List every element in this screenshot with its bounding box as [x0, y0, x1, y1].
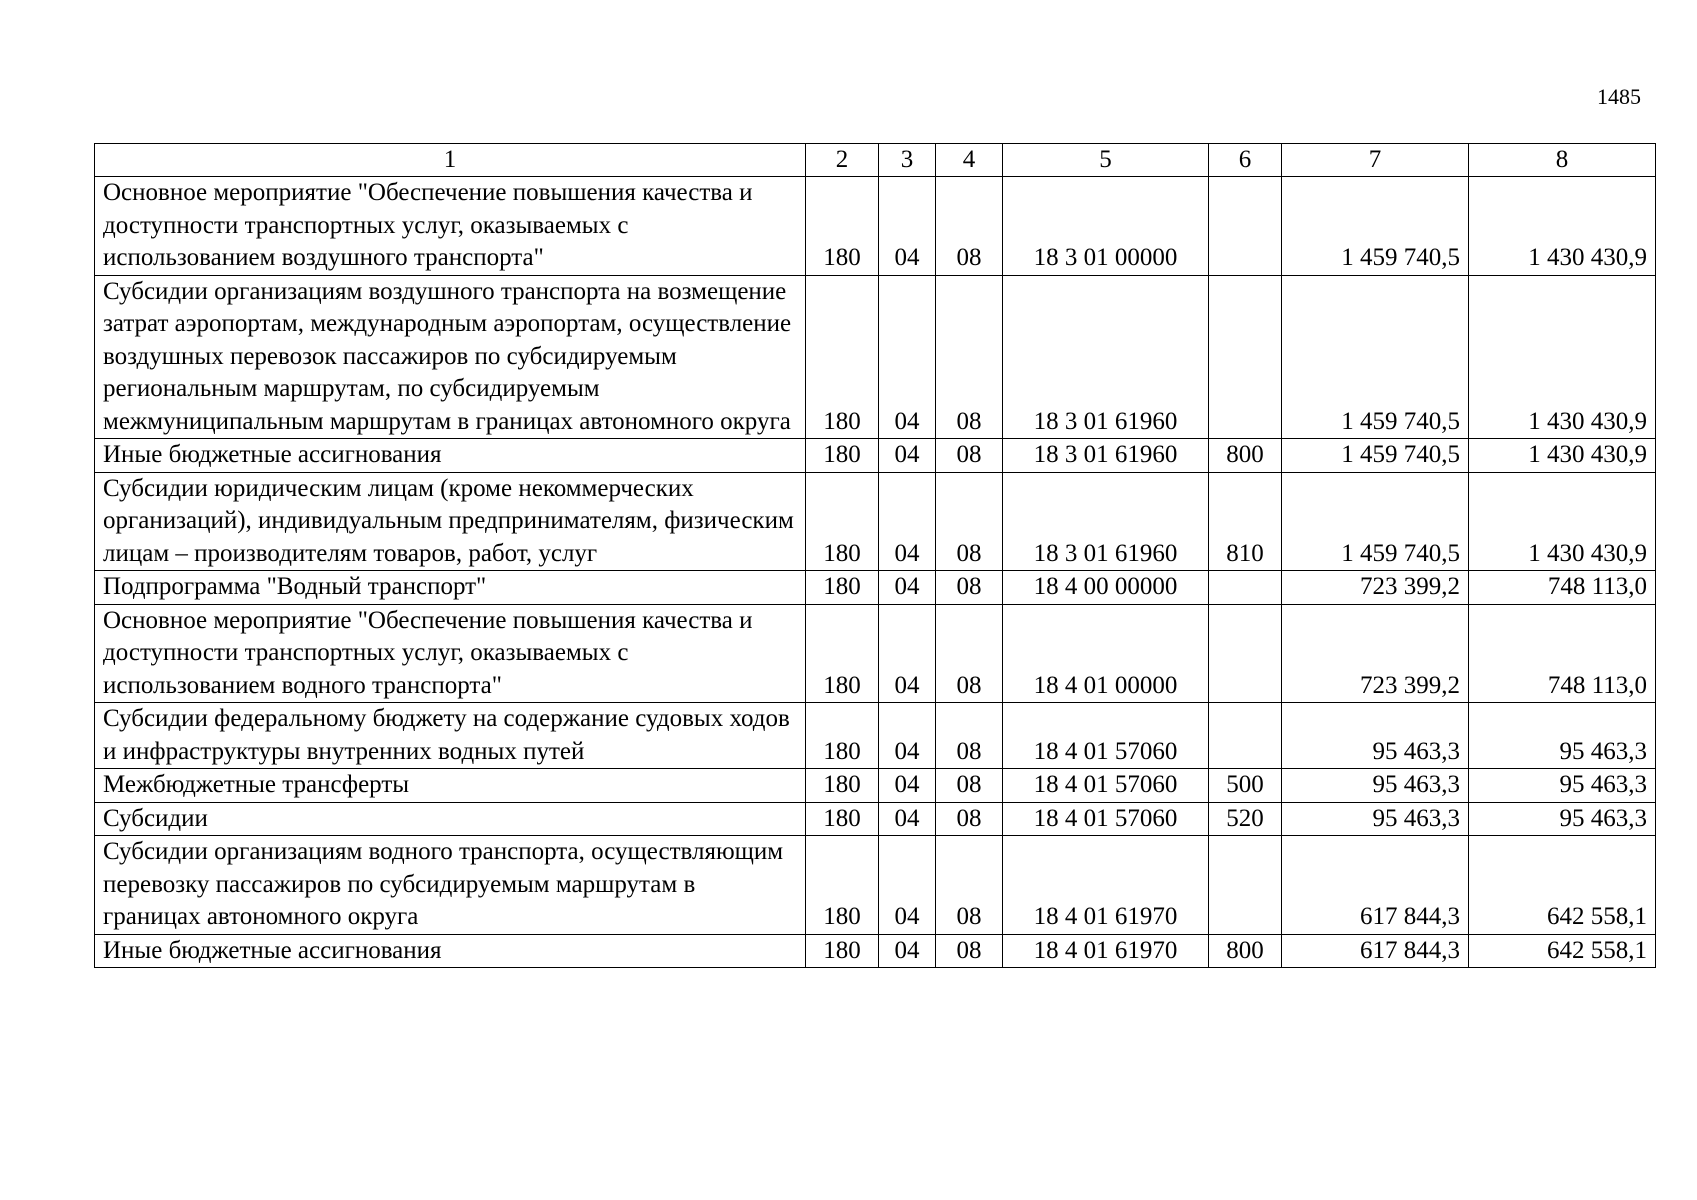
- amount-year1-cell: 95 463,3: [1282, 703, 1469, 769]
- column-header: 8: [1469, 144, 1656, 177]
- amount-year2-cell: 1 430 430,9: [1469, 439, 1656, 473]
- table-row: [95, 472, 1656, 571]
- amount-year1-cell: 1 459 740,5: [1282, 177, 1469, 276]
- target-article-cell: 18 4 01 61970: [1003, 934, 1209, 968]
- row-name-cell: Субсидии организациям водного транспорта, осуществляющим перевозку пассажиров по субсидируемым маршрутам в границах автономного округа: [95, 836, 806, 935]
- amount-year2-cell: 748 113,0: [1469, 571, 1656, 605]
- subsection-cell: 08: [936, 571, 1003, 605]
- grbs-cell: 180: [806, 703, 879, 769]
- table-row: [95, 934, 1656, 968]
- amount-year2-cell: 748 113,0: [1469, 604, 1656, 703]
- expense-type-cell: [1209, 177, 1282, 276]
- table-row: [95, 275, 1656, 439]
- expense-type-cell: 500: [1209, 769, 1282, 803]
- target-article-cell: 18 4 00 00000: [1003, 571, 1209, 605]
- subsection-cell: 08: [936, 177, 1003, 276]
- row-name-cell: Иные бюджетные ассигнования: [95, 439, 806, 473]
- target-article-cell: 18 4 01 57060: [1003, 703, 1209, 769]
- subsection-cell: 08: [936, 836, 1003, 935]
- target-article-cell: 18 3 01 00000: [1003, 177, 1209, 276]
- table-row: [95, 571, 1656, 605]
- row-name-cell: Субсидии: [95, 802, 806, 836]
- subsection-cell: 08: [936, 472, 1003, 571]
- column-header: 3: [879, 144, 936, 177]
- expense-type-cell: [1209, 275, 1282, 439]
- grbs-cell: 180: [806, 275, 879, 439]
- amount-year1-cell: 1 459 740,5: [1282, 275, 1469, 439]
- target-article-cell: 18 4 01 57060: [1003, 769, 1209, 803]
- grbs-cell: 180: [806, 802, 879, 836]
- section-cell: 04: [879, 802, 936, 836]
- section-cell: 04: [879, 275, 936, 439]
- expense-type-cell: [1209, 571, 1282, 605]
- subsection-cell: 08: [936, 769, 1003, 803]
- expense-type-cell: 800: [1209, 439, 1282, 473]
- target-article-cell: 18 3 01 61960: [1003, 439, 1209, 473]
- row-name-cell: Основное мероприятие "Обеспечение повышения качества и доступности транспортных услуг, оказываемых с использованием водного транспорта": [95, 604, 806, 703]
- page-number: 1485: [1597, 84, 1641, 109]
- section-cell: 04: [879, 472, 936, 571]
- expense-type-cell: 800: [1209, 934, 1282, 968]
- subsection-cell: 08: [936, 604, 1003, 703]
- amount-year2-cell: 1 430 430,9: [1469, 177, 1656, 276]
- expense-type-cell: 520: [1209, 802, 1282, 836]
- column-header: 7: [1282, 144, 1469, 177]
- grbs-cell: 180: [806, 604, 879, 703]
- section-cell: 04: [879, 177, 936, 276]
- amount-year1-cell: 95 463,3: [1282, 802, 1469, 836]
- amount-year1-cell: 95 463,3: [1282, 769, 1469, 803]
- amount-year2-cell: 642 558,1: [1469, 836, 1656, 935]
- column-header: 2: [806, 144, 879, 177]
- amount-year1-cell: 723 399,2: [1282, 571, 1469, 605]
- table-row: [95, 177, 1656, 276]
- grbs-cell: 180: [806, 472, 879, 571]
- row-name-cell: Субсидии юридическим лицам (кроме некоммерческих организаций), индивидуальным предпринимателям, физическим лицам – производителям товаров, работ, услуг: [95, 472, 806, 571]
- column-header: 5: [1003, 144, 1209, 177]
- section-cell: 04: [879, 703, 936, 769]
- table-row: [95, 836, 1656, 935]
- subsection-cell: 08: [936, 275, 1003, 439]
- amount-year2-cell: 95 463,3: [1469, 802, 1656, 836]
- expense-type-cell: 810: [1209, 472, 1282, 571]
- amount-year2-cell: 1 430 430,9: [1469, 275, 1656, 439]
- row-name-cell: Основное мероприятие "Обеспечение повышения качества и доступности транспортных услуг, оказываемых с использованием воздушного транспорта": [95, 177, 806, 276]
- table-row: [95, 802, 1656, 836]
- target-article-cell: 18 4 01 00000: [1003, 604, 1209, 703]
- header-row: [95, 144, 1656, 177]
- table-row: [95, 769, 1656, 803]
- amount-year1-cell: 1 459 740,5: [1282, 439, 1469, 473]
- target-article-cell: 18 4 01 61970: [1003, 836, 1209, 935]
- grbs-cell: 180: [806, 571, 879, 605]
- column-header: 4: [936, 144, 1003, 177]
- column-header: 6: [1209, 144, 1282, 177]
- subsection-cell: 08: [936, 934, 1003, 968]
- section-cell: 04: [879, 604, 936, 703]
- row-name-cell: Межбюджетные трансферты: [95, 769, 806, 803]
- table-row: [95, 703, 1656, 769]
- row-name-cell: Субсидии организациям воздушного транспорта на возмещение затрат аэропортам, международным аэропортам, осуществление воздушных перевозок пассажиров по субсидируемым региональным маршрутам, по субсидируемым межмуниципальным маршрутам в границах автономного округа: [95, 275, 806, 439]
- amount-year1-cell: 617 844,3: [1282, 836, 1469, 935]
- amount-year1-cell: 1 459 740,5: [1282, 472, 1469, 571]
- grbs-cell: 180: [806, 177, 879, 276]
- row-name-cell: Подпрограмма "Водный транспорт": [95, 571, 806, 605]
- subsection-cell: 08: [936, 439, 1003, 473]
- grbs-cell: 180: [806, 934, 879, 968]
- table-row: [95, 604, 1656, 703]
- section-cell: 04: [879, 439, 936, 473]
- expense-type-cell: [1209, 703, 1282, 769]
- amount-year1-cell: 617 844,3: [1282, 934, 1469, 968]
- subsection-cell: 08: [936, 703, 1003, 769]
- subsection-cell: 08: [936, 802, 1003, 836]
- table-row: [95, 439, 1656, 473]
- expense-type-cell: [1209, 604, 1282, 703]
- amount-year1-cell: 723 399,2: [1282, 604, 1469, 703]
- target-article-cell: 18 3 01 61960: [1003, 472, 1209, 571]
- budget-table: [94, 143, 1656, 968]
- grbs-cell: 180: [806, 769, 879, 803]
- section-cell: 04: [879, 571, 936, 605]
- section-cell: 04: [879, 836, 936, 935]
- amount-year2-cell: 95 463,3: [1469, 703, 1656, 769]
- column-header: 1: [95, 144, 806, 177]
- target-article-cell: 18 3 01 61960: [1003, 275, 1209, 439]
- row-name-cell: Иные бюджетные ассигнования: [95, 934, 806, 968]
- expense-type-cell: [1209, 836, 1282, 935]
- amount-year2-cell: 642 558,1: [1469, 934, 1656, 968]
- grbs-cell: 180: [806, 439, 879, 473]
- amount-year2-cell: 1 430 430,9: [1469, 472, 1656, 571]
- row-name-cell: Субсидии федеральному бюджету на содержание судовых ходов и инфраструктуры внутренних водных путей: [95, 703, 806, 769]
- section-cell: 04: [879, 769, 936, 803]
- grbs-cell: 180: [806, 836, 879, 935]
- target-article-cell: 18 4 01 57060: [1003, 802, 1209, 836]
- amount-year2-cell: 95 463,3: [1469, 769, 1656, 803]
- section-cell: 04: [879, 934, 936, 968]
